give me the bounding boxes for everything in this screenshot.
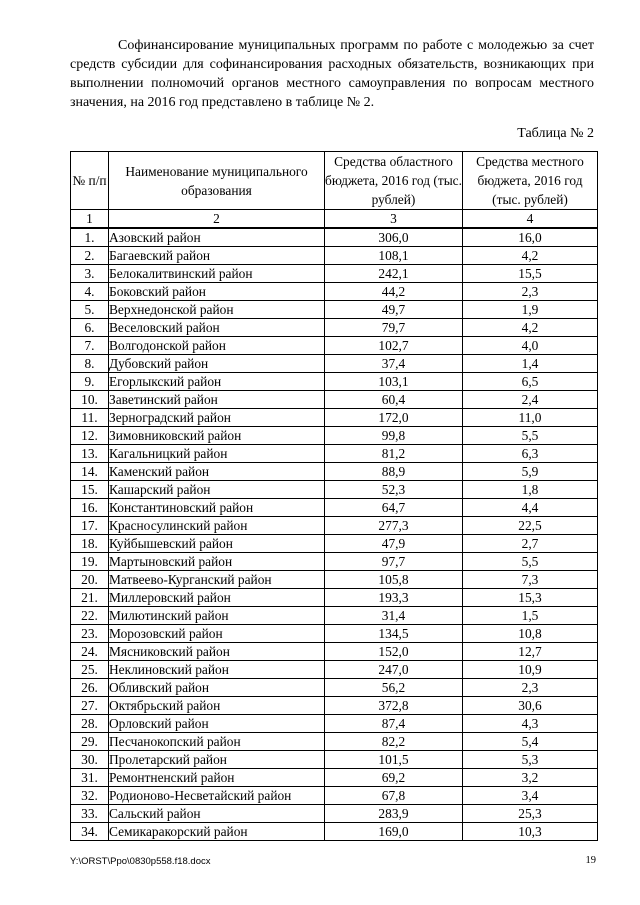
local-budget-value: 1,9: [463, 301, 598, 319]
regional-budget-value: 169,0: [325, 823, 463, 841]
municipality-name: Волгодонской район: [109, 337, 325, 355]
row-number: 13.: [71, 445, 109, 463]
local-budget-value: 4,3: [463, 715, 598, 733]
row-number: 16.: [71, 499, 109, 517]
local-budget-value: 10,8: [463, 625, 598, 643]
local-budget-value: 10,9: [463, 661, 598, 679]
regional-budget-value: 31,4: [325, 607, 463, 625]
table-row: [71, 517, 598, 535]
local-budget-value: 1,8: [463, 481, 598, 499]
column-number: 1: [71, 210, 109, 229]
regional-budget-value: 103,1: [325, 373, 463, 391]
header-local-budget: Средства местного бюджета, 2016 год (тыс. рублей): [463, 152, 598, 210]
municipality-name: Неклиновский район: [109, 661, 325, 679]
table-row: [71, 463, 598, 481]
footer-file-path: Y:\ORST\Ppo\0830p558.f18.docx: [70, 856, 211, 867]
local-budget-value: 4,4: [463, 499, 598, 517]
row-number: 23.: [71, 625, 109, 643]
municipality-name: Боковский район: [109, 283, 325, 301]
table-row: [71, 391, 598, 409]
municipality-name: Ремонтненский район: [109, 769, 325, 787]
local-budget-value: 2,3: [463, 679, 598, 697]
regional-budget-value: 64,7: [325, 499, 463, 517]
row-number: 17.: [71, 517, 109, 535]
table-row: [71, 823, 598, 841]
regional-budget-value: 49,7: [325, 301, 463, 319]
municipality-name: Азовский район: [109, 228, 325, 247]
local-budget-value: 4,2: [463, 247, 598, 265]
local-budget-value: 4,0: [463, 337, 598, 355]
table-row: [71, 499, 598, 517]
regional-budget-value: 193,3: [325, 589, 463, 607]
regional-budget-value: 79,7: [325, 319, 463, 337]
regional-budget-value: 108,1: [325, 247, 463, 265]
municipality-name: Егорлыкский район: [109, 373, 325, 391]
regional-budget-value: 60,4: [325, 391, 463, 409]
municipality-name: Куйбышевский район: [109, 535, 325, 553]
row-number: 30.: [71, 751, 109, 769]
municipality-name: Зимовниковский район: [109, 427, 325, 445]
row-number: 31.: [71, 769, 109, 787]
local-budget-value: 1,5: [463, 607, 598, 625]
table-row: [71, 247, 598, 265]
row-number: 14.: [71, 463, 109, 481]
regional-budget-value: 67,8: [325, 787, 463, 805]
local-budget-value: 2,4: [463, 391, 598, 409]
municipality-name: Октябрьский район: [109, 697, 325, 715]
regional-budget-value: 37,4: [325, 355, 463, 373]
row-number: 12.: [71, 427, 109, 445]
local-budget-value: 5,5: [463, 553, 598, 571]
regional-budget-value: 306,0: [325, 228, 463, 247]
table-row: [71, 607, 598, 625]
row-number: 10.: [71, 391, 109, 409]
row-number: 6.: [71, 319, 109, 337]
header-name: Наименование муниципального образования: [109, 152, 325, 210]
row-number: 7.: [71, 337, 109, 355]
row-number: 11.: [71, 409, 109, 427]
municipality-name: Каменский район: [109, 463, 325, 481]
local-budget-value: 15,3: [463, 589, 598, 607]
local-budget-value: 12,7: [463, 643, 598, 661]
municipality-name: Красносулинский район: [109, 517, 325, 535]
row-number: 4.: [71, 283, 109, 301]
municipality-name: Верхнедонской район: [109, 301, 325, 319]
table-caption: Таблица № 2: [517, 126, 594, 141]
local-budget-value: 2,7: [463, 535, 598, 553]
municipality-name: Кагальницкий район: [109, 445, 325, 463]
local-budget-value: 1,4: [463, 355, 598, 373]
local-budget-value: 30,6: [463, 697, 598, 715]
table-row: [71, 751, 598, 769]
municipality-name: Песчанокопский район: [109, 733, 325, 751]
table-row: [71, 625, 598, 643]
municipality-name: Багаевский район: [109, 247, 325, 265]
regional-budget-value: 82,2: [325, 733, 463, 751]
regional-budget-value: 88,9: [325, 463, 463, 481]
regional-budget-value: 372,8: [325, 697, 463, 715]
municipality-name: Орловский район: [109, 715, 325, 733]
row-number: 5.: [71, 301, 109, 319]
row-number: 3.: [71, 265, 109, 283]
row-number: 34.: [71, 823, 109, 841]
municipality-name: Мясниковский район: [109, 643, 325, 661]
municipality-name: Обливский район: [109, 679, 325, 697]
table-row: [71, 715, 598, 733]
column-number: 2: [109, 210, 325, 229]
table-row: [71, 571, 598, 589]
table-row: [71, 805, 598, 823]
regional-budget-value: 172,0: [325, 409, 463, 427]
row-number: 25.: [71, 661, 109, 679]
municipality-name: Семикаракорский район: [109, 823, 325, 841]
local-budget-value: 15,5: [463, 265, 598, 283]
table-row: [71, 535, 598, 553]
local-budget-value: 7,3: [463, 571, 598, 589]
row-number: 21.: [71, 589, 109, 607]
local-budget-value: 3,2: [463, 769, 598, 787]
municipality-name: Зерноградский район: [109, 409, 325, 427]
regional-budget-value: 283,9: [325, 805, 463, 823]
table-row: [71, 553, 598, 571]
municipality-name: Дубовский район: [109, 355, 325, 373]
local-budget-value: 3,4: [463, 787, 598, 805]
table-row: [71, 373, 598, 391]
regional-budget-value: 87,4: [325, 715, 463, 733]
table-row: [71, 265, 598, 283]
row-number: 8.: [71, 355, 109, 373]
table-row: [71, 319, 598, 337]
column-number: 3: [325, 210, 463, 229]
municipality-name: Морозовский район: [109, 625, 325, 643]
footer-page-number: 19: [585, 855, 596, 866]
row-number: 20.: [71, 571, 109, 589]
table-row: [71, 733, 598, 751]
table-row: [71, 228, 598, 247]
table-row: [71, 409, 598, 427]
municipality-name: Родионово-Несветайский район: [109, 787, 325, 805]
table-row: [71, 427, 598, 445]
row-number: 9.: [71, 373, 109, 391]
table-row: [71, 643, 598, 661]
municipality-name: Константиновский район: [109, 499, 325, 517]
table-row: [71, 697, 598, 715]
regional-budget-value: 247,0: [325, 661, 463, 679]
local-budget-value: 6,3: [463, 445, 598, 463]
row-number: 28.: [71, 715, 109, 733]
municipality-name: Миллеровский район: [109, 589, 325, 607]
table-row: [71, 337, 598, 355]
municipality-name: Пролетарский район: [109, 751, 325, 769]
row-number: 27.: [71, 697, 109, 715]
header-num: № п/п: [71, 152, 109, 210]
local-budget-value: 22,5: [463, 517, 598, 535]
table-row: [71, 355, 598, 373]
local-budget-value: 6,5: [463, 373, 598, 391]
municipality-name: Веселовский район: [109, 319, 325, 337]
local-budget-value: 5,4: [463, 733, 598, 751]
row-number: 33.: [71, 805, 109, 823]
table-row: [71, 481, 598, 499]
municipality-name: Белокалитвинский район: [109, 265, 325, 283]
header-regional-budget: Средства областного бюджета, 2016 год (тыс. рублей): [325, 152, 463, 210]
regional-budget-value: 97,7: [325, 553, 463, 571]
row-number: 15.: [71, 481, 109, 499]
municipality-name: Милютинский район: [109, 607, 325, 625]
table-row: [71, 769, 598, 787]
regional-budget-value: 47,9: [325, 535, 463, 553]
table-row: [71, 661, 598, 679]
row-number: 18.: [71, 535, 109, 553]
row-number: 26.: [71, 679, 109, 697]
local-budget-value: 4,2: [463, 319, 598, 337]
table-row: [71, 589, 598, 607]
regional-budget-value: 134,5: [325, 625, 463, 643]
municipality-name: Заветинский район: [109, 391, 325, 409]
regional-budget-value: 56,2: [325, 679, 463, 697]
row-number: 2.: [71, 247, 109, 265]
local-budget-value: 5,5: [463, 427, 598, 445]
table-row: [71, 679, 598, 697]
table-row: [71, 301, 598, 319]
row-number: 19.: [71, 553, 109, 571]
budget-table: [70, 151, 598, 841]
regional-budget-value: 277,3: [325, 517, 463, 535]
row-number: 24.: [71, 643, 109, 661]
regional-budget-value: 99,8: [325, 427, 463, 445]
regional-budget-value: 102,7: [325, 337, 463, 355]
municipality-name: Мартыновский район: [109, 553, 325, 571]
table-row: [71, 445, 598, 463]
regional-budget-value: 242,1: [325, 265, 463, 283]
column-number: 4: [463, 210, 598, 229]
local-budget-value: 25,3: [463, 805, 598, 823]
local-budget-value: 5,9: [463, 463, 598, 481]
table-row: [71, 283, 598, 301]
local-budget-value: 10,3: [463, 823, 598, 841]
intro-paragraph: Софинансирование муниципальных программ по работе с молодежью за счет средств субсидии для софинансирования расходных обязательств, возникающих при выполнении полномочий органов местного самоуправления по вопросам местного значения, на 2016 год представлено в таблице № 2.: [70, 38, 594, 110]
column-number-row: [71, 210, 598, 229]
table-header-row: [71, 152, 598, 210]
row-number: 29.: [71, 733, 109, 751]
local-budget-value: 11,0: [463, 409, 598, 427]
row-number: 22.: [71, 607, 109, 625]
regional-budget-value: 44,2: [325, 283, 463, 301]
table-row: [71, 787, 598, 805]
municipality-name: Кашарский район: [109, 481, 325, 499]
regional-budget-value: 69,2: [325, 769, 463, 787]
regional-budget-value: 152,0: [325, 643, 463, 661]
regional-budget-value: 81,2: [325, 445, 463, 463]
local-budget-value: 16,0: [463, 228, 598, 247]
regional-budget-value: 105,8: [325, 571, 463, 589]
local-budget-value: 5,3: [463, 751, 598, 769]
row-number: 1.: [71, 228, 109, 247]
local-budget-value: 2,3: [463, 283, 598, 301]
municipality-name: Матвеево-Курганский район: [109, 571, 325, 589]
regional-budget-value: 52,3: [325, 481, 463, 499]
municipality-name: Сальский район: [109, 805, 325, 823]
row-number: 32.: [71, 787, 109, 805]
regional-budget-value: 101,5: [325, 751, 463, 769]
